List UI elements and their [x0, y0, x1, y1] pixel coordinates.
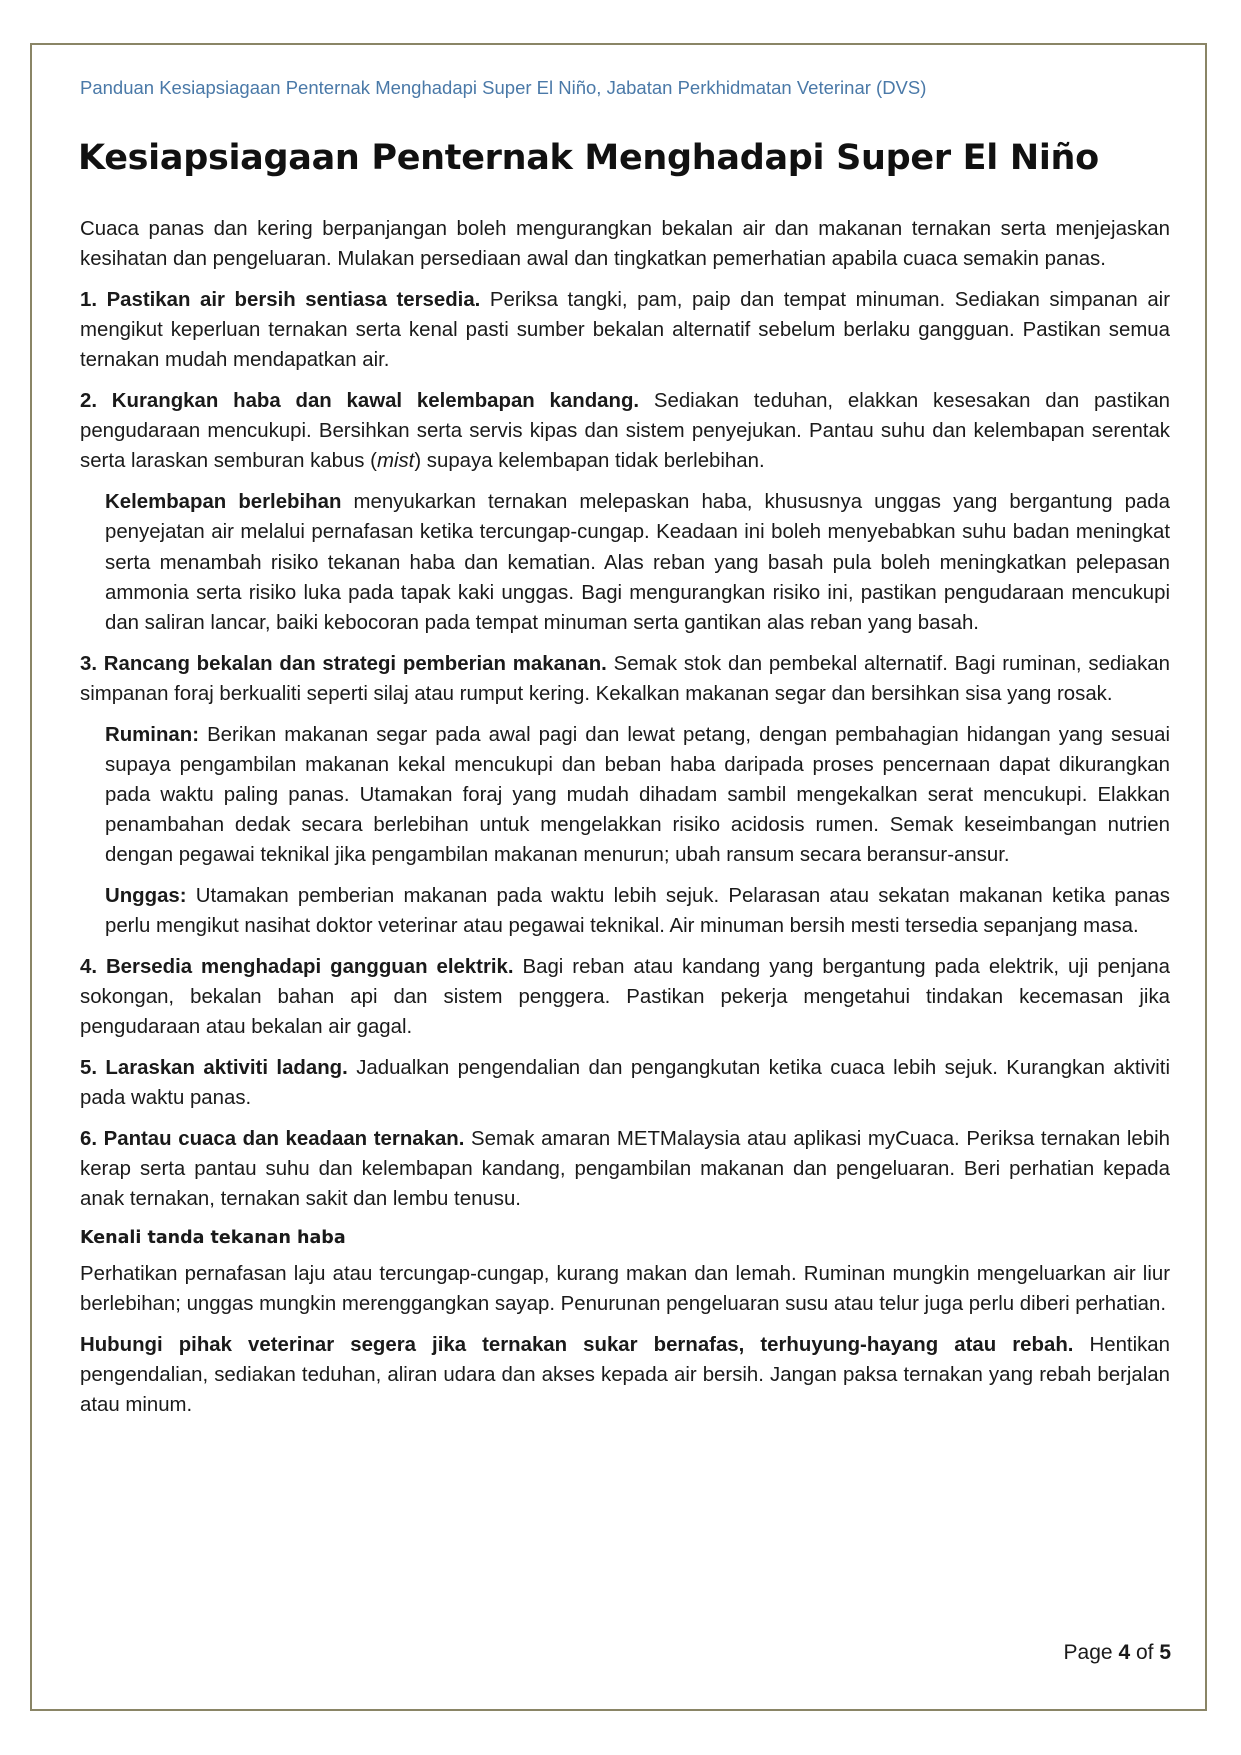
of-label: of [1130, 1641, 1160, 1664]
vet-alert-text: Hentikan pengendalian, sediakan teduhan, aliran udara dan akses kepada air bersih. Jangan paksa ternakan yang rebah berjalan atau minum. [80, 1334, 1170, 1417]
heat-stress-signs: Perhatikan pernafasan laju atau tercungap-cungap, kurang makan dan lemah. Ruminan mungkin mengeluarkan air liur berlebihan; unggas mungkin merenggangkan sayap. Penurunan pengeluaran susu atau telur juga perlu diberi perhatian. [80, 1263, 1170, 1316]
section-6 [80, 1124, 1170, 1215]
section-5 [80, 1053, 1170, 1113]
document-body [80, 214, 1170, 1431]
poultry-note [105, 881, 1170, 941]
section-2-text-b: ) supaya kelembapan tidak berlebihan. [414, 450, 765, 473]
ruminant-text: Berikan makanan segar pada awal pagi dan lewat petang, dengan pembahagian hidangan yang sesuai supaya pengambilan makanan kekal mencukupi dan beban haba daripada proses pencernaan dapat dikurangkan pada waktu paling panas. Utamakan foraj yang mudah dihadam sambil mengekalkan serat mencukupi. Elakkan penambahan dedak secara berlebihan untuk mengelakkan risiko acidosis rumen. Semak keseimbangan nutrien dengan pegawai teknikal jika pengambilan makanan menurun; ubah ransum secara beransur-ansur. [105, 723, 1170, 867]
page-label: Page [1063, 1641, 1119, 1664]
section-3-heading: 3. Rancang bekalan dan strategi pemberian makanan. [80, 652, 607, 675]
vet-alert [80, 1330, 1170, 1421]
section-2-text-a: Sediakan teduhan, elakkan kesesakan dan pastikan pengudaraan mencukupi. Bersihkan serta servis kipas dan sistem penyejukan. Pantau suhu dan kelembapan serentak serta laraskan semburan kabus ( [80, 390, 1171, 473]
section-5-heading: 5. Laraskan aktiviti ladang. [80, 1057, 348, 1080]
running-header: Panduan Kesiapsiagaan Penternak Menghadapi Super El Niño, Jabatan Perkhidmatan Veterinar (DVS) [80, 77, 927, 98]
section-2 [80, 386, 1170, 477]
section-1-heading: 1. Pastikan air bersih sentiasa tersedia. [80, 288, 481, 311]
section-6-heading: 6. Pantau cuaca dan keadaan ternakan. [80, 1127, 465, 1150]
poultry-heading: Unggas: [105, 885, 187, 908]
humidity-note [105, 487, 1170, 638]
page-current: 4 [1118, 1641, 1131, 1664]
humidity-note-heading: Kelembapan berlebihan [105, 491, 342, 514]
section-4-text: Bagi reban atau kandang yang bergantung pada elektrik, uji penjana sokongan, bekalan bahan api dan sistem penggera. Pastikan pekerja mengetahui tindakan kecemasan jika pengudaraan atau bekalan air gagal. [80, 955, 1170, 1039]
humidity-note-text: menyukarkan ternakan melepaskan haba, khususnya unggas yang bergantung pada penyejatan air melalui pernafasan ketika tercungap-cungap. Keadaan ini boleh menyebabkan suhu badan meningkat serta menambah risiko tekanan haba dan kematian. Alas reban yang basah pula boleh meningkatkan pelepasan ammonia serta risiko luka pada tapak kaki unggas. Bagi mengurangkan risiko ini, pastikan pengudaraan mencukupi dan saliran lancar, baiki kebocoran pada tempat minuman serta gantikan alas reban yang basah. [105, 491, 1170, 634]
section-5-text: Jadualkan pengendalian dan pengangkutan ketika cuaca lebih sejuk. Kurangkan aktiviti pada waktu panas. [80, 1057, 1171, 1110]
section-6-text: Semak amaran METMalaysia atau aplikasi myCuaca. Periksa ternakan lebih kerap serta pantau suhu dan kelembapan kandang, pengambilan makanan dan pengeluaran. Beri perhatian kepada anak ternakan, ternakan sakit dan lembu tenusu. [80, 1127, 1170, 1211]
mist-term: mist [376, 450, 415, 473]
poultry-text: Utamakan pemberian makanan pada waktu lebih sejuk. Pelarasan atau sekatan makanan ketika panas perlu mengikut nasihat doktor veterinar atau pegawai teknikal. Air minuman bersih mesti tersedia sepanjang masa. [105, 885, 1170, 938]
vet-alert-heading: Hubungi pihak veterinar segera jika ternakan sukar bernafas, terhuyung-hayang atau rebah. [80, 1334, 1074, 1356]
section-2-heading: 2. Kurangkan haba dan kawal kelembapan kandang. [80, 390, 640, 413]
ruminant-note [105, 720, 1170, 871]
section-1-text: Periksa tangki, pam, paip dan tempat minuman. Sediakan simpanan air mengikut keperluan ternakan serta kenal pasti sumber bekalan alternatif sebelum berlaku gangguan. Pastikan semua ternakan mudah mendapatkan air. [80, 288, 1171, 372]
section-4 [80, 952, 1170, 1043]
section-3 [80, 649, 1170, 709]
section-4-heading: 4. Bersedia menghadapi gangguan elektrik. [80, 955, 514, 978]
heat-stress-heading: Kenali tanda tekanan haba [80, 1228, 346, 1249]
page-total: 5 [1159, 1641, 1171, 1664]
ruminant-heading: Ruminan: [105, 723, 200, 746]
page-title: Kesiapsiagaan Penternak Menghadapi Super El Niño [78, 138, 1099, 178]
intro-paragraph: Cuaca panas dan kering berpanjangan boleh mengurangkan bekalan air dan makanan ternakan serta menjejaskan kesihatan dan pengeluaran. Mulakan persediaan awal dan tingkatkan pemerhatian apabila cuaca semakin panas. [80, 218, 1170, 271]
section-1 [80, 285, 1170, 376]
page-number [1064, 1641, 1171, 1665]
section-3-text: Semak stok dan pembekal alternatif. Bagi ruminan, sediakan simpanan foraj berkualiti seperti silaj atau rumput kering. Kekalkan makanan segar dan bersihkan sisa yang rosak. [80, 652, 1170, 705]
